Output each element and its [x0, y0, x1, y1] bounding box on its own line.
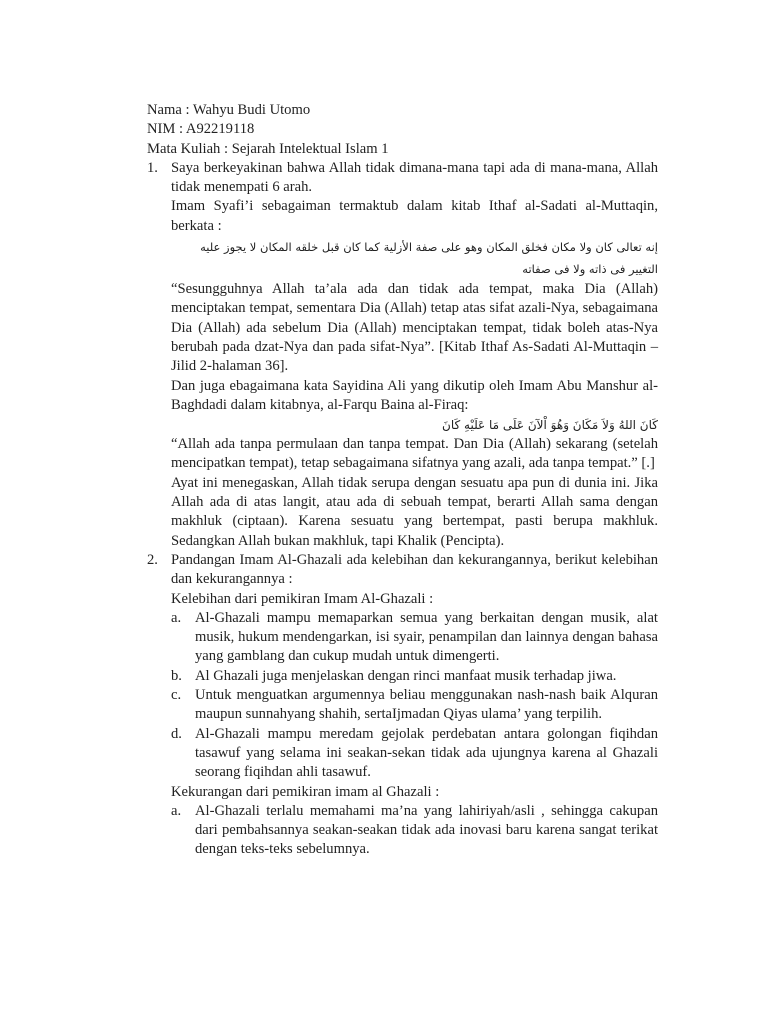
answer-1-number: 1. — [147, 159, 158, 176]
kelebihan-item-text: Al-Ghazali mampu memaparkan semua yang berkaitan dengan musik, alat musik, hukum mendengarkan, isi syair, penampilan dan lainnya dengan bahasa yang gamblang dan cukup mudah untuk dimengerti. — [195, 609, 658, 665]
arabic-quote-syafii: إنه تعالى كان ولا مكان فخلق المكان وهو على صفة الأزلية كما كان قبل خلقه المكان لا يجوز عليه التغيير فى ذاته ولا فى صفاته — [200, 240, 658, 277]
kelebihan-item — [147, 686, 658, 725]
kekurangan-item — [147, 802, 658, 860]
kelebihan-item — [147, 725, 658, 783]
answer-2 — [147, 551, 658, 609]
kelebihan-item — [147, 667, 658, 686]
translation-ali: “Allah ada tanpa permulaan dan tanpa tempat. Dan Dia (Allah) sekarang (setelah mencipatkan tempat), tetap sebagaimana sifatnya yang azali, ada tanpa tempat.” [.] — [171, 436, 658, 472]
name-line: Nama : Wahyu Budi Utomo — [147, 102, 311, 118]
answer-1-paragraph-1: Saya berkeyakinan bahwa Allah tidak dimana-mana tapi ada di mana-mana, Allah tidak menempati 6 arah. — [171, 159, 658, 196]
kelebihan-item-letter: b. — [171, 667, 182, 684]
kelebihan-item-text: Untuk menguatkan argumennya beliau menggunakan nash-nash baik Alquran maupun sunnahyang shahih, sertaIjmadan Qiyas ulama’ yang terpilih. — [195, 687, 658, 723]
translation-syafii: “Sesungguhnya Allah ta’ala ada dan tidak ada tempat, maka Dia (Allah) menciptakan tempat, sementara Dia (Allah) tetap atas sifat azali-Nya, sebagaimana Dia (Allah) ada sebelum Dia (Allah) menciptakan tempat, tidak boleh atas-Nya berubah pada dzat-Nya dan pada sifat-Nya”. [Kitab Ithaf As-Sadati Al-Muttaqin –Jilid 2-halaman 36]. — [171, 281, 658, 375]
kelebihan-item-letter: d. — [171, 725, 182, 742]
kekurangan-section — [147, 783, 658, 802]
kelebihan-item-text: Al-Ghazali mampu meredam gejolak perdebatan antara golongan fiqihdan tasawuf yang selama ini seakan-sekan tidak ada ujungnya karena al Ghazali seorang fiqihdan ahli tasawuf. — [195, 725, 658, 781]
course-line: Mata Kuliah : Sejarah Intelektual Islam 1 — [147, 140, 389, 157]
document-page — [147, 101, 658, 860]
answer-1-paragraph-3: Dan juga ebagaimana kata Sayidina Ali yang dikutip oleh Imam Abu Manshur al-Baghdadi dalam kitabnya, al-Farqu Baina al-Firaq: — [171, 377, 658, 413]
arabic-quote-ali: كَانَ اللهُ وَلاَ مَكَانَ وَهُوَ اْلآنَ عَلَى مَا عَلَيْهِ كَانَ — [442, 418, 658, 433]
kelebihan-item-letter: a. — [171, 609, 182, 626]
answer-2-paragraph-1: Pandangan Imam Al-Ghazali ada kelebihan dan kekurangannya, berikut kelebihan dan kekurangannya : — [171, 551, 658, 588]
answer-1-paragraph-4: Ayat ini menegaskan, Allah tidak serupa dengan sesuatu apa pun di dunia ini. Jika Allah ada di atas langit, atau ada di sebuah tempat, berarti Allah sama dengan makhluk (ciptaan). Karena sesuatu yang bertempat, pasti berupa makhluk. Sedangkan Allah bukan makhluk, tapi Khalik (Pencipta). — [171, 474, 658, 549]
answer-2-number: 2. — [147, 551, 158, 568]
nim-line: NIM : A92219118 — [147, 121, 255, 138]
kelebihan-item — [147, 609, 658, 667]
kekurangan-heading: Kekurangan dari pemikiran imam al Ghazali : — [171, 783, 440, 800]
answer-1 — [147, 159, 658, 551]
kelebihan-item-text: Al Ghazali juga menjelaskan dengan rinci manfaat musik terhadap jiwa. — [195, 667, 617, 684]
kelebihan-item-letter: c. — [171, 687, 182, 704]
kekurangan-item-letter: a. — [171, 802, 182, 819]
answer-1-paragraph-2: Imam Syafi’i sebagaiman termaktub dalam kitab Ithaf al-Sadati al-Muttaqin, berkata : — [171, 198, 658, 234]
kekurangan-item-text: Al-Ghazali terlalu memahami ma’na yang lahiriyah/asli , sehingga cakupan dari pembahsannya seakan-seakan tidak ada inovasi baru karena sangat terikat dengan teks-teks sebelumnya. — [195, 802, 658, 858]
kelebihan-heading: Kelebihan dari pemikiran Imam Al-Ghazali : — [171, 590, 434, 607]
